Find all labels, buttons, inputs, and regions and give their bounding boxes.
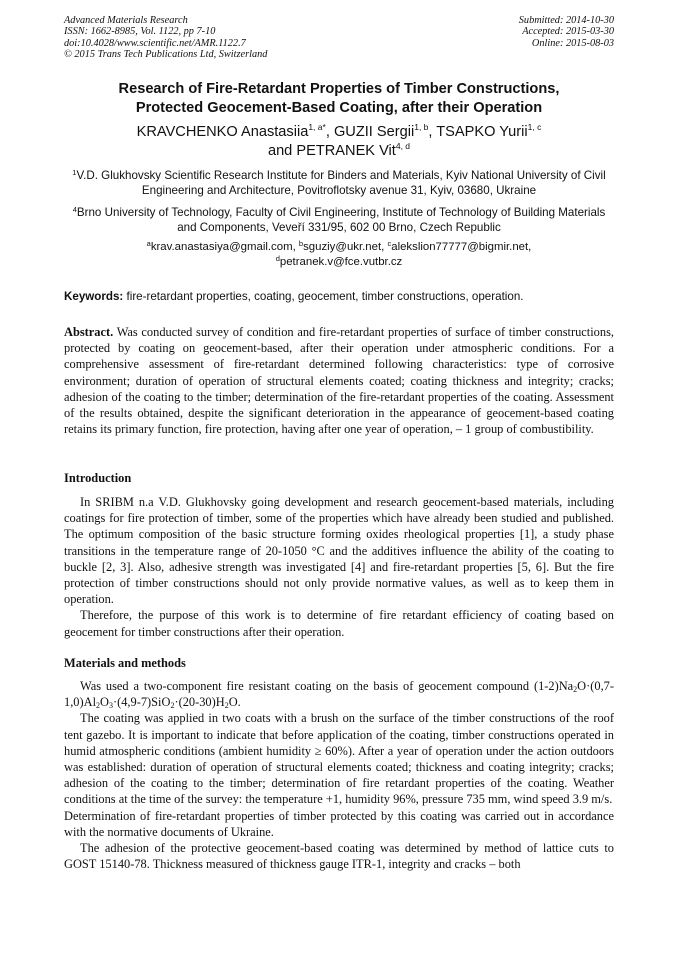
issn-line: ISSN: 1662-8985, Vol. 1122, pp 7-10	[64, 26, 216, 38]
text-run: O.	[228, 695, 241, 710]
subscript: 3	[108, 701, 113, 711]
abstract	[64, 324, 614, 437]
email-marker: c	[387, 239, 392, 248]
subscript: 2	[573, 685, 578, 694]
email-marker: a	[146, 239, 151, 248]
journal-header-right	[354, 15, 614, 49]
email-marker: d	[275, 253, 280, 263]
author-name: PETRANEK Vit	[296, 143, 396, 159]
authors-line-1: KRAVCHENKO Anastasiia$^{1, a*}$, GUZII Sergii$^{1, b}$, TSAPKO Yurii$^{1, c}$	[136, 122, 542, 140]
affiliation-text: V.D. Glukhovsky Scientific Research Institute for Binders and Materials, Kyiv National University of Civil Engineering and Architecture, Povitroflotsky avenue 31, Kyiv, 03680, Ukraine	[76, 169, 606, 197]
text-run: Was used a two-component fire resistant coating on the basis of geocement compound (1-2)Na	[80, 679, 574, 693]
email-link[interactable]: krav.anastasiya@gmail.com,	[150, 241, 296, 253]
email-marker: b	[298, 239, 304, 248]
author-conjunction: and	[267, 143, 293, 159]
submitted-date: Submitted: 2014-10-30	[518, 15, 614, 26]
subscript: 2	[170, 701, 175, 711]
online-date: Online: 2015-08-03	[531, 37, 614, 49]
emails-line-2	[64, 255, 614, 270]
author-name: TSAPKO Yurii	[436, 124, 528, 140]
author-name: GUZII Sergii	[333, 124, 415, 140]
paragraph-formula	[64, 678, 614, 710]
paragraph: Therefore, the purpose of this work is to determine of fire retardant efficiency of coating based on geocement for timber constructions after their operation.	[64, 608, 614, 639]
authors-line-2	[60, 142, 618, 161]
author-emails	[64, 240, 614, 269]
materials-heading: Materials and methods	[64, 656, 186, 670]
text-run: O·(0,7-1,0)Al	[64, 679, 614, 710]
paragraph: In SRIBM n.a V.D. Glukhovsky going development and research geocement-based materials, including coatings for fire protection of timber, some of the properties which have already been studied and published. The optimum composition of the basic structure forming oxides rheological properties [1], a study phase transitions in the temperature range of 20-1050 °C and the additives influence the ability of the coating to buckle [2, 3]. Also, adhesive strength was investigated [4] and fire-retardant properties [5, 6]. But the fire protection of timber constructions should not only provide normative values, as well as to keep them in operation.	[64, 495, 614, 607]
author-affil-marker: 1, a*	[308, 122, 326, 132]
email-link[interactable]: sguziy@ukr.net,	[303, 241, 385, 253]
affiliation-marker: 4	[72, 205, 77, 214]
author-affil-marker: 1, c	[527, 122, 542, 132]
text-run: O	[100, 695, 109, 710]
text-run: ·(4,9-7)SiO	[112, 695, 171, 710]
abstract-label: Abstract.	[64, 325, 114, 339]
introduction-body	[64, 494, 614, 640]
author-affil-marker: 4, d	[395, 141, 411, 151]
email-link[interactable]: alekslion77777@bigmir.net,	[391, 241, 532, 253]
author-list	[60, 123, 618, 161]
email-link[interactable]: petranek.v@fce.vutbr.cz	[279, 255, 403, 268]
affiliation-1	[64, 168, 614, 198]
paper-title	[70, 80, 608, 117]
keywords-label: Keywords:	[64, 290, 124, 303]
journal-name: Advanced Materials Research	[64, 15, 188, 26]
introduction-heading: Introduction	[64, 471, 132, 485]
affiliation-2	[64, 205, 614, 235]
journal-header-left	[64, 15, 384, 60]
doi-line: doi:10.4028/www.scientific.net/AMR.1122.7	[64, 37, 246, 49]
accepted-date: Accepted: 2015-03-30	[522, 26, 614, 38]
title-line-2: Protected Geocement-Based Coating, after their Operation	[135, 99, 543, 116]
paragraph: Determination of fire-retardant properties of timber protected by this coating was carried out in accordance with the normative documents of Ukraine.	[64, 808, 614, 839]
subscript: 2	[224, 701, 229, 711]
subscript: 2	[96, 701, 101, 711]
affiliation-text: Brno University of Technology, Faculty of Civil Engineering, Institute of Technology of Building Materials and Components, Veveří 331/95, 602 00 Brno, Czech Republic	[76, 206, 606, 234]
copyright-line: © 2015 Trans Tech Publications Ltd, Switzerland	[64, 48, 268, 60]
paragraph: The adhesion of the protective geocement-based coating was determined by method of lattice cuts to GOST 15140-78. Thickness measured of thickness gauge ITR-1, integrity and cracks – both	[64, 841, 614, 872]
text-run: ·(20-30)H	[174, 695, 225, 710]
title-line-1: Research of Fire-Retardant Properties of Timber Constructions,	[118, 81, 560, 97]
keywords-text: fire-retardant properties, coating, geocement, timber constructions, operation.	[126, 290, 524, 303]
emails-line-1	[64, 240, 614, 255]
author-name: KRAVCHENKO Anastasiia	[136, 124, 309, 140]
affiliation-marker: 1	[72, 168, 77, 177]
paragraph: The coating was applied in two coats with a brush on the surface of the timber constructions of the roof tent gazebo. It is important to indicate that before application of the coating, timber constructions operated in humid atmospheric conditions (ambient humidity ≥ 60%). After a year of operation under the action outdoors was established: duration of operation of structural elements coated; thickness and coating integrity; cracks; adhesion of the coating to the timber; determination of fire retardant properties of the coating. Weather conditions at the time of the survey: the temperature +1, humidity 96%, pressure 735 mm, wind speed 3.9 m/s.	[64, 711, 614, 807]
abstract-text: Was conducted survey of condition and fire-retardant properties of surface of timber constructions, protected by coating on geocement-based, after their operation under atmospheric conditions. For a comprehensive assessment of fire-retardant determined following characteristics: type of corrosive environment; duration of operation of structural elements coated; coating thickness and integrity; cracks; adhesion of the coating to the timber; determination of the fire-retardant properties of the coating. Assessment of the results obtained, despite the significant deterioration in the appearance of geocement-based coating retains its primary function, fire protection, having after one year of operation, – 1 group of combustibility.	[64, 325, 614, 437]
materials-body	[64, 678, 614, 872]
keywords	[64, 290, 614, 304]
author-affil-marker: 1, b	[414, 122, 429, 132]
